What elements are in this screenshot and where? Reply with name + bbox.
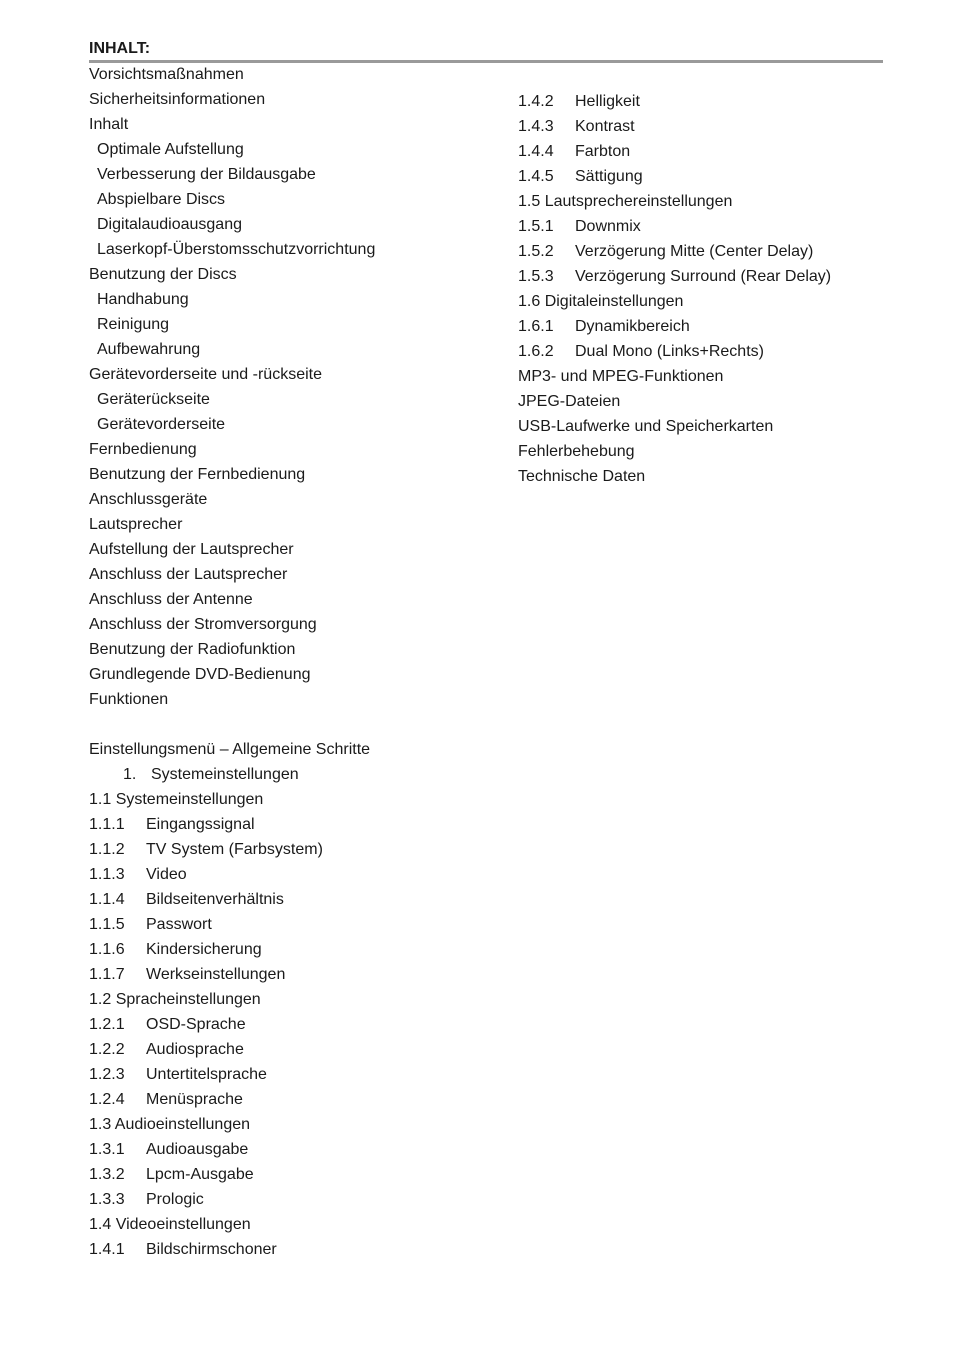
toc-entry <box>89 637 509 662</box>
toc-entry-number: 1.1.3 <box>89 866 125 883</box>
toc-entry <box>89 112 509 137</box>
toc-entry <box>518 414 898 439</box>
toc-entry-title: Verzögerung Surround (Rear Delay) <box>575 268 832 285</box>
toc-entry <box>89 812 509 837</box>
toc-entry-title: Lautsprecher <box>89 516 183 533</box>
toc-entry-number: 1. <box>123 766 137 783</box>
toc-entry <box>89 87 509 112</box>
toc-entry-title: Helligkeit <box>575 93 640 110</box>
toc-entry-number: 1.1.2 <box>89 841 125 858</box>
toc-entry <box>518 314 898 339</box>
toc-entry-title: Audiosprache <box>146 1041 244 1058</box>
toc-entry <box>518 364 898 389</box>
toc-entry-number: 1.2.4 <box>89 1091 125 1108</box>
toc-entry-number: 1.4.5 <box>518 168 554 185</box>
toc-entry <box>89 262 509 287</box>
toc-entry-title: 1.6 Digitaleinstellungen <box>518 293 684 310</box>
toc-entry-title: 1.1 Systemeinstellungen <box>89 791 264 808</box>
toc-entry <box>89 1062 509 1087</box>
toc-entry-title: USB-Laufwerke und Speicherkarten <box>518 418 774 435</box>
toc-entry <box>89 312 509 337</box>
toc-entry <box>89 62 509 87</box>
toc-entry-title: Sättigung <box>575 168 643 185</box>
toc-entry <box>89 1187 509 1212</box>
toc-entry-number: 1.1.6 <box>89 941 125 958</box>
toc-entry-title: Technische Daten <box>518 468 646 485</box>
toc-entry-number: 1.5.1 <box>518 218 554 235</box>
toc-entry <box>518 264 898 289</box>
toc-entry-number: 1.2.3 <box>89 1066 125 1083</box>
toc-entry <box>89 137 509 162</box>
toc-entry <box>518 114 898 139</box>
toc-entry-title: Dual Mono (Links+Rechts) <box>575 343 764 360</box>
toc-entry-title: Werkseinstellungen <box>146 966 286 983</box>
toc-entry <box>89 937 509 962</box>
toc-entry-title: Anschluss der Antenne <box>89 591 253 608</box>
toc-entry-number: 1.6.1 <box>518 318 554 335</box>
toc-entry <box>518 164 898 189</box>
toc-entry-title: Benutzung der Fernbedienung <box>89 466 306 483</box>
toc-entry <box>518 339 898 364</box>
toc-entry <box>89 862 509 887</box>
toc-entry-title: JPEG-Dateien <box>518 393 621 410</box>
toc-entry-title: 1.4 Videoeinstellungen <box>89 1216 251 1233</box>
toc-entry <box>89 662 509 687</box>
toc-entry <box>89 587 509 612</box>
toc-entry-title: Sicherheitsinformationen <box>89 91 266 108</box>
toc-entry <box>89 1037 509 1062</box>
toc-entry-number: 1.4.1 <box>89 1241 125 1258</box>
toc-entry-number: 1.4.3 <box>518 118 554 135</box>
toc-entry-number: 1.6.2 <box>518 343 554 360</box>
toc-entry <box>89 1137 509 1162</box>
toc-entry-number: 1.4.4 <box>518 143 554 160</box>
toc-entry <box>89 412 509 437</box>
toc-entry-title: Verbesserung der Bildausgabe <box>97 166 316 183</box>
toc-entry-title: Fernbedienung <box>89 441 197 458</box>
toc-entry-title: Video <box>146 866 187 883</box>
toc-entry <box>89 237 509 262</box>
toc-entry-title: Aufbewahrung <box>97 341 201 358</box>
toc-entry-title: Gerätevorderseite und -rückseite <box>89 366 322 383</box>
toc-entry-title: Optimale Aufstellung <box>97 141 244 158</box>
toc-entry-number: 1.2.1 <box>89 1016 125 1033</box>
page-heading: INHALT: <box>89 40 151 57</box>
toc-entry-title: Bildseitenverhältnis <box>146 891 284 908</box>
toc-entry-title: Prologic <box>146 1191 204 1208</box>
toc-entry <box>89 762 509 787</box>
toc-entry-title: Menüsprache <box>146 1091 243 1108</box>
toc-entry-title: Funktionen <box>89 691 169 708</box>
toc-entry <box>89 1087 509 1112</box>
toc-entry <box>518 464 898 489</box>
toc-entry <box>518 239 898 264</box>
toc-entry <box>89 212 509 237</box>
toc-entry-title: Abspielbare Discs <box>97 191 226 208</box>
toc-entry-title: 1.3 Audioeinstellungen <box>89 1116 251 1133</box>
toc-entry-title: Aufstellung der Lautsprecher <box>89 541 294 558</box>
toc-entry-title: Dynamikbereich <box>575 318 690 335</box>
toc-entry <box>89 562 509 587</box>
toc-entry-title: Passwort <box>146 916 212 933</box>
toc-entry-title: Eingangssignal <box>146 816 255 833</box>
toc-entry-number: 1.5.3 <box>518 268 554 285</box>
toc-entry-number: 1.3.3 <box>89 1191 125 1208</box>
toc-entry <box>89 512 509 537</box>
toc-entry-number: 1.1.7 <box>89 966 125 983</box>
toc-entry-title: Digitalaudioausgang <box>97 216 242 233</box>
toc-entry <box>89 362 509 387</box>
toc-entry <box>89 1162 509 1187</box>
toc-entry-title: Kontrast <box>575 118 635 135</box>
toc-entry <box>518 189 898 214</box>
toc-entry-title: Audioausgabe <box>146 1141 249 1158</box>
toc-entry <box>518 139 898 164</box>
toc-entry-title: MP3- und MPEG-Funktionen <box>518 368 724 385</box>
toc-entry-title: Reinigung <box>97 316 170 333</box>
toc-entry-title: Systemeinstellungen <box>151 766 299 783</box>
toc-entry <box>89 1012 509 1037</box>
toc-entry <box>518 89 898 114</box>
toc-entry-number: 1.1.4 <box>89 891 125 908</box>
toc-entry-title: Anschluss der Lautsprecher <box>89 566 288 583</box>
toc-entry-title: Inhalt <box>89 116 129 133</box>
toc-entry <box>518 439 898 464</box>
toc-entry-title: Downmix <box>575 218 641 235</box>
toc-entry-title: Benutzung der Discs <box>89 266 237 283</box>
toc-entry <box>89 387 509 412</box>
toc-entry <box>89 687 509 712</box>
toc-entry <box>89 962 509 987</box>
toc-entry-title: Lpcm-Ausgabe <box>146 1166 254 1183</box>
toc-entry-title: Farbton <box>575 143 631 160</box>
toc-entry <box>89 337 509 362</box>
toc-entry <box>89 437 509 462</box>
toc-entry-title: Anschluss der Stromversorgung <box>89 616 317 633</box>
toc-entry <box>89 487 509 512</box>
toc-entry-title: Benutzung der Radiofunktion <box>89 641 296 658</box>
toc-entry <box>89 912 509 937</box>
toc-entry-title: 1.5 Lautsprechereinstellungen <box>518 193 733 210</box>
toc-entry-title: Laserkopf-Überstomsschutzvorrichtung <box>97 241 376 258</box>
toc-entry <box>89 987 509 1012</box>
toc-entry-title: Grundlegende DVD-Bedienung <box>89 666 311 683</box>
toc-entry-title: Einstellungsmenü – Allgemeine Schritte <box>89 741 371 758</box>
toc-right-column <box>518 89 898 489</box>
toc-entry <box>89 787 509 812</box>
toc-entry <box>89 287 509 312</box>
toc-entry <box>89 462 509 487</box>
toc-entry <box>89 537 509 562</box>
toc-entry-number: 1.3.1 <box>89 1141 125 1158</box>
toc-entry-title: Kindersicherung <box>146 941 262 958</box>
toc-entry-title: Fehlerbehebung <box>518 443 635 460</box>
toc-entry-title: Untertitelsprache <box>146 1066 267 1083</box>
toc-entry-title: Verzögerung Mitte (Center Delay) <box>575 243 814 260</box>
toc-entry-number: 1.3.2 <box>89 1166 125 1183</box>
toc-entry-title: Anschlussgeräte <box>89 491 208 508</box>
toc-entry <box>89 1237 509 1262</box>
toc-entry <box>518 214 898 239</box>
toc-entry <box>89 1112 509 1137</box>
toc-entry-title: Handhabung <box>97 291 189 308</box>
toc-entry-title: Vorsichtsmaßnahmen <box>89 66 244 83</box>
toc-entry-title: Gerätevorderseite <box>97 416 226 433</box>
toc-entry-number: 1.1.1 <box>89 816 125 833</box>
toc-entry-title: Geräterückseite <box>97 391 210 408</box>
toc-entry-title: 1.2 Spracheinstellungen <box>89 991 261 1008</box>
toc-spacer <box>89 712 509 737</box>
toc-entry-title: TV System (Farbsystem) <box>146 841 323 858</box>
toc-entry-number: 1.2.2 <box>89 1041 125 1058</box>
toc-entry <box>518 389 898 414</box>
toc-entry-number: 1.1.5 <box>89 916 125 933</box>
toc-entry <box>518 289 898 314</box>
toc-entry <box>89 1212 509 1237</box>
toc-entry-number: 1.4.2 <box>518 93 554 110</box>
toc-entry-number: 1.5.2 <box>518 243 554 260</box>
toc-entry <box>89 162 509 187</box>
toc-entry <box>89 737 509 762</box>
toc-entry <box>89 612 509 637</box>
toc-entry <box>89 187 509 212</box>
toc-entry <box>89 837 509 862</box>
toc-entry <box>89 887 509 912</box>
toc-entry-title: Bildschirmschoner <box>146 1241 277 1258</box>
toc-entry-title: OSD-Sprache <box>146 1016 246 1033</box>
toc-left-column <box>89 62 509 1262</box>
